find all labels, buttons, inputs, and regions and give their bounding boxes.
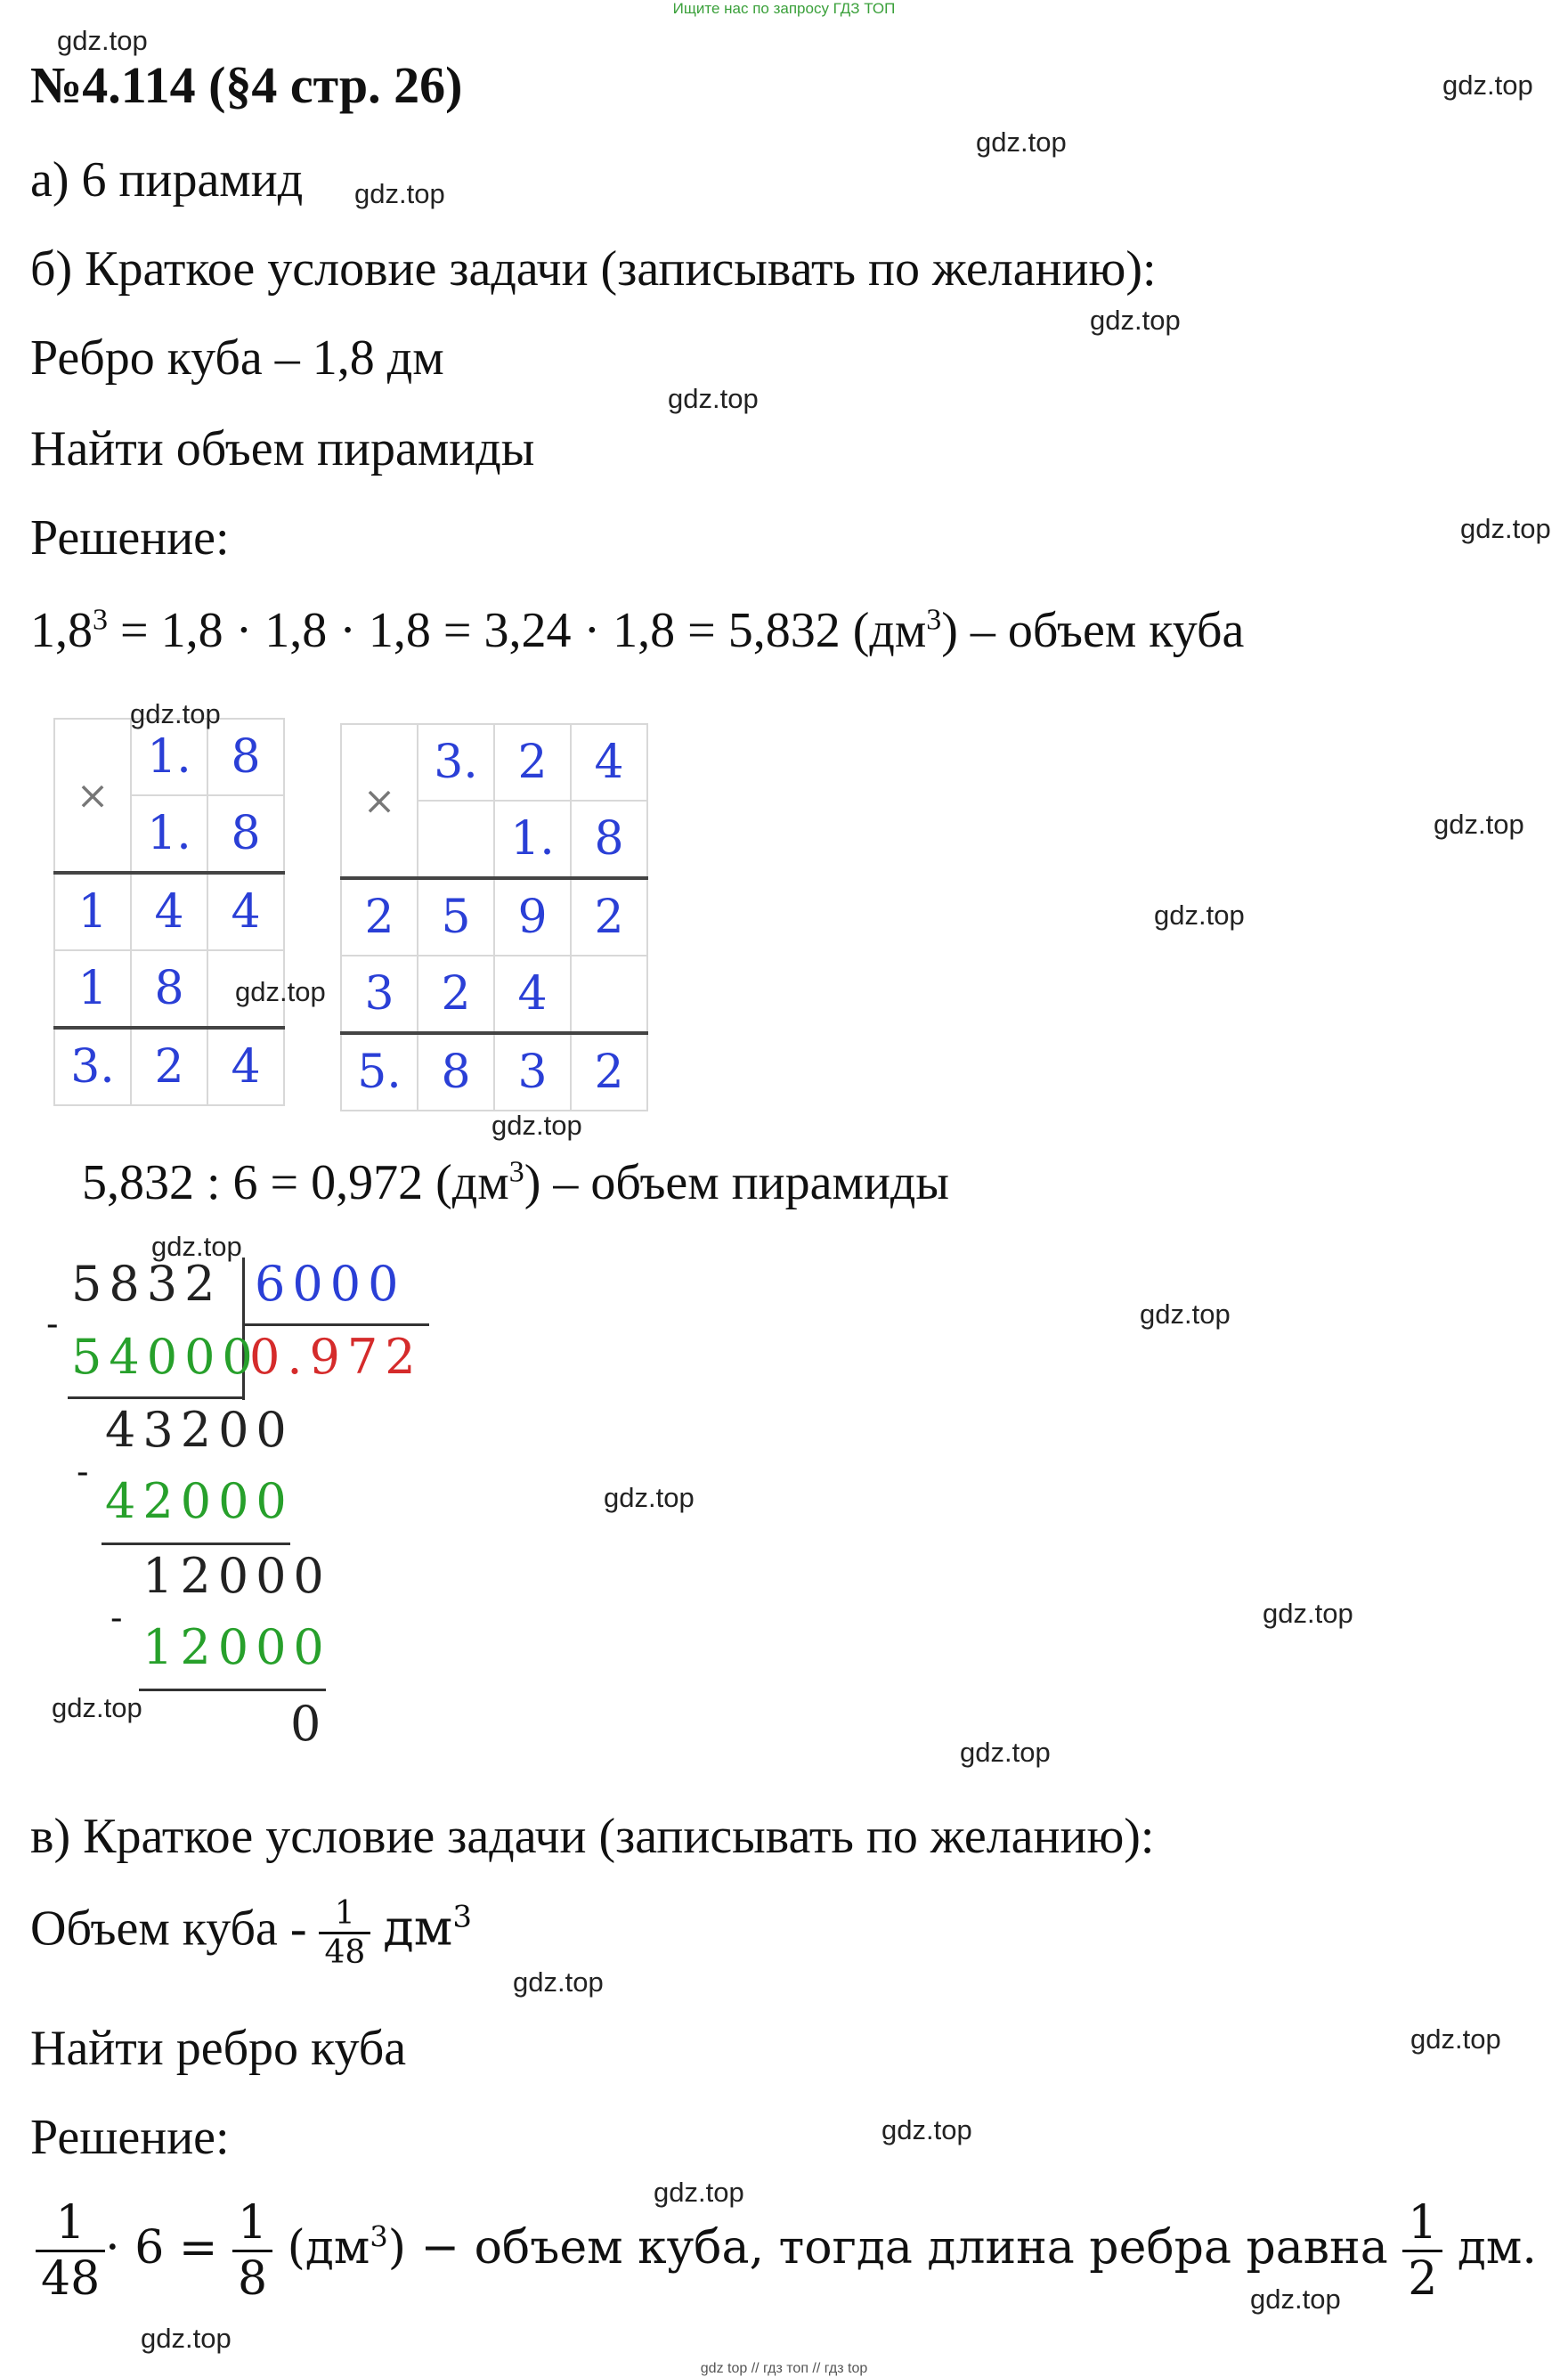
grid-cell: 4 bbox=[207, 1028, 284, 1105]
grid-cell: 1. bbox=[131, 795, 207, 873]
grid-cell: 1 bbox=[54, 950, 131, 1028]
edge-solution-equation: $\frac{1}{48}$ · 6 = $\frac{1}{8}$ $(дм^3)$ − объем куба, тогда длина ребра равна $\frac{1}{2}$ дм. bbox=[36, 2196, 1537, 2306]
grid-cell: 3. bbox=[54, 1028, 131, 1105]
watermark: gdz.top bbox=[1442, 69, 1533, 101]
grid-cell: 8 bbox=[418, 1033, 494, 1111]
remainder: 43200 bbox=[105, 1402, 294, 1458]
grid-cell: 8 bbox=[207, 719, 284, 795]
watermark: gdz.top bbox=[1090, 305, 1181, 336]
watermark: gdz.top bbox=[960, 1737, 1051, 1768]
part-a-answer: а) 6 пирамид bbox=[30, 152, 304, 208]
grid-cell: 4 bbox=[131, 873, 207, 950]
minus-sign: - bbox=[77, 1452, 96, 1493]
part-b-given: Ребро куба – 1,8 дм bbox=[30, 330, 444, 386]
grid-cell: 4 bbox=[494, 956, 571, 1033]
subtrahend: 54000 bbox=[71, 1329, 260, 1385]
step-line bbox=[102, 1543, 290, 1545]
grid-cell: 8 bbox=[571, 801, 647, 878]
divisor-underline bbox=[242, 1323, 429, 1326]
watermark: gdz.top bbox=[668, 383, 759, 414]
watermark: gdz.top bbox=[130, 698, 221, 729]
grid-cell: 8 bbox=[131, 950, 207, 1028]
watermark: gdz.top bbox=[1263, 1598, 1353, 1629]
watermark: gdz.top bbox=[881, 2114, 972, 2145]
grid-cell: 3 bbox=[341, 956, 418, 1033]
top-banner: Ищите нас по запросу ГДЗ ТОП bbox=[672, 0, 896, 17]
grid-cell: 3 bbox=[494, 1033, 571, 1111]
watermark: gdz.top bbox=[1410, 2023, 1501, 2055]
times-sign: × bbox=[341, 724, 418, 878]
grid-cell: 2 bbox=[571, 1033, 647, 1111]
watermark: gdz.top bbox=[354, 178, 445, 209]
watermark: gdz.top bbox=[1434, 809, 1524, 840]
watermark: gdz.top bbox=[235, 976, 326, 1007]
grid-cell: 2 bbox=[418, 956, 494, 1033]
page-title: №4.114 (§4 стр. 26) bbox=[30, 56, 463, 114]
watermark: gdz.top bbox=[976, 126, 1067, 158]
grid-cell: 3. bbox=[418, 724, 494, 801]
grid-cell: 1. bbox=[131, 719, 207, 795]
multiplication-grid-2 bbox=[340, 723, 648, 1111]
part-b-find: Найти объем пирамиды bbox=[30, 421, 535, 476]
grid-cell: 9 bbox=[494, 878, 571, 956]
subtrahend: 42000 bbox=[105, 1473, 294, 1529]
part-b-solution-label: Решение: bbox=[30, 510, 230, 566]
watermark: gdz.top bbox=[52, 1692, 142, 1723]
watermark: gdz.top bbox=[1154, 900, 1245, 931]
grid-cell: 2 bbox=[494, 724, 571, 801]
quotient: 0.972 bbox=[249, 1329, 423, 1385]
grid-cell bbox=[418, 801, 494, 878]
grid-cell: 1 bbox=[54, 873, 131, 950]
times-sign: × bbox=[54, 719, 131, 873]
remainder: 12000 bbox=[142, 1548, 331, 1604]
pyramid-volume-equation: 5,832 : 6 = 0,972 $(дм^3)$ – объем пирамиды bbox=[82, 1155, 950, 1210]
divisor: 6000 bbox=[255, 1256, 406, 1312]
watermark: gdz.top bbox=[1140, 1298, 1231, 1330]
step-line bbox=[68, 1396, 244, 1399]
part-v-find: Найти ребро куба bbox=[30, 2021, 407, 2076]
watermark: gdz.top bbox=[1250, 2283, 1341, 2315]
part-b-heading: б) Краткое условие задачи (записывать по желанию): bbox=[30, 241, 1157, 297]
grid-cell: 5. bbox=[341, 1033, 418, 1111]
multiplication-grid-1 bbox=[53, 718, 285, 1106]
grid-cell: 8 bbox=[207, 795, 284, 873]
grid-cell: 1. bbox=[494, 801, 571, 878]
grid-cell: 2 bbox=[341, 878, 418, 956]
part-v-given: Объем куба - $\frac{1}{48}$ $дм^3$ bbox=[30, 1895, 472, 1971]
step-line bbox=[139, 1689, 326, 1691]
watermark: gdz.top bbox=[1460, 513, 1551, 544]
part-v-heading: в) Краткое условие задачи (записывать по желанию): bbox=[30, 1809, 1155, 1864]
grid-cell bbox=[571, 956, 647, 1033]
watermark: gdz.top bbox=[57, 25, 148, 56]
watermark: gdz.top bbox=[654, 2177, 744, 2208]
cube-volume-equation: $1,8^3 = 1,8 \cdot 1,8 \cdot 1,8 = 3,24 \cdot 1,8 = 5,832$ $(дм^3)$ – объем куба bbox=[30, 603, 1245, 658]
footer: gdz top // гдз топ // гдз top bbox=[700, 2361, 868, 2376]
minus-sign: - bbox=[110, 1598, 130, 1639]
grid-cell: 4 bbox=[207, 873, 284, 950]
grid-cell: 5 bbox=[418, 878, 494, 956]
grid-cell: 4 bbox=[571, 724, 647, 801]
watermark: gdz.top bbox=[151, 1231, 242, 1262]
watermark: gdz.top bbox=[604, 1482, 695, 1513]
part-v-solution-label: Решение: bbox=[30, 2110, 230, 2165]
subtrahend: 12000 bbox=[142, 1619, 331, 1675]
grid-cell: 2 bbox=[571, 878, 647, 956]
watermark: gdz.top bbox=[513, 1966, 604, 1998]
watermark: gdz.top bbox=[492, 1110, 582, 1141]
dividend: 5832 bbox=[71, 1256, 223, 1312]
watermark: gdz.top bbox=[141, 2323, 232, 2354]
grid-cell: 2 bbox=[131, 1028, 207, 1105]
minus-sign: - bbox=[46, 1304, 66, 1345]
final-remainder: 0 bbox=[290, 1696, 329, 1752]
